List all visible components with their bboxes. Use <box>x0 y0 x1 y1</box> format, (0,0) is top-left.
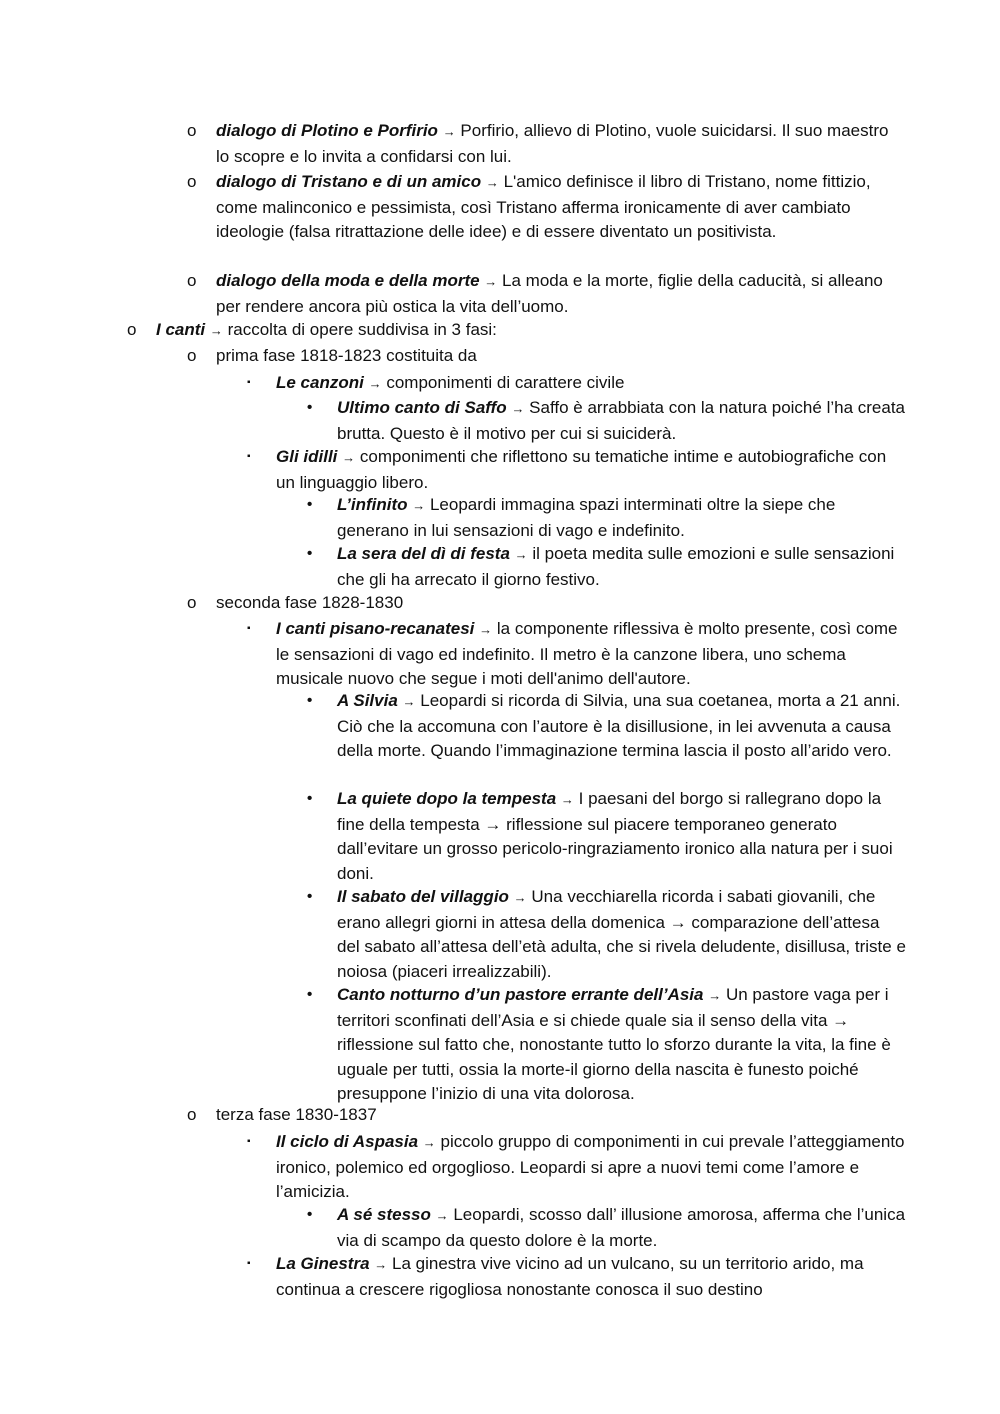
list-bullet: o <box>187 121 197 140</box>
item-text: componimenti che riflettono su tematiche intime e autobiografiche con un linguaggio libero. <box>276 447 887 492</box>
item-text: piccolo gruppo di componimenti in cui prevale l’atteggiamento ironico, polemico ed orgoglioso. Leopardi si apre a nuovi temi come l’amore e l’amicizia. <box>276 1132 905 1201</box>
item-title: Il sabato del villaggio <box>337 887 509 906</box>
list-bullet: • <box>307 1206 313 1223</box>
list-bullet: o <box>187 271 197 290</box>
item-text: L'amico definisce il libro di Tristano, nome fittizio, come malinconico e pessimista, così Tristano afferma ironicamente di aver cambiato ideologie (falsa ritrattazione delle idee) e di essere diventato un positivista. <box>216 172 871 241</box>
item-title: I canti <box>156 320 206 339</box>
item-title: Gli idilli <box>276 447 338 466</box>
item-title: Il ciclo di Aspasia <box>276 1132 419 1151</box>
list-item <box>307 493 906 543</box>
item-title: Canto notturno d’un pastore errante dell’Asia <box>337 985 704 1004</box>
list-item <box>187 119 906 169</box>
item-text: Una vecchiarella ricorda i sabati giovanili, che erano allegri giorni in attesa della domenica → comparazione dell’attesa del sabato all’attesa dell’età adulta, che si rivela deludente, disillusa, triste e noiosa (piaceri irrealizzabili). <box>337 887 906 981</box>
item-title: I canti pisano-recanatesi <box>276 619 475 638</box>
item-text: Leopardi si ricorda di Silvia, una sua coetanea, morta a 21 anni. Ciò che la accomuna con l’autore è la disillusione, in lei avvenuta a causa della morte. Quando l’immaginazione termina lascia il posto all’arido vero. <box>337 691 901 760</box>
list-bullet: ▪ <box>247 623 251 634</box>
item-title: dialogo di Tristano e di un amico <box>216 172 482 191</box>
arrow-icon: → <box>514 547 528 562</box>
item-title: Ultimo canto di Saffo <box>337 398 507 417</box>
item-text: Leopardi, scosso dall’ illusione amorosa, afferma che l’unica via di scampo da questo dolore è la morte. <box>337 1205 906 1250</box>
list-item <box>307 689 906 764</box>
list-bullet: ▪ <box>247 377 251 388</box>
arrow-icon: → <box>708 988 722 1003</box>
item-text: La ginestra vive vicino ad un vulcano, su un territorio arido, ma continua a crescere rigogliosa nonostante conosca il suo destino <box>276 1254 864 1299</box>
item-text: Un pastore vaga per i territori sconfinati dell’Asia e si chiede quale sia il senso della vita → riflessione sul fatto che, nonostante tutto lo sforzo durante la vita, la fine è uguale per tutti, ossia la morte-il giorno della nascita è funesto poiché presuppone l’inizio di una vita dolorosa. <box>337 985 891 1103</box>
item-title: dialogo di Plotino e Porfirio <box>216 121 438 140</box>
list-item <box>187 170 906 245</box>
list-bullet: o <box>187 346 197 365</box>
item-title: La quiete dopo la tempesta <box>337 789 557 808</box>
arrow-icon: → <box>374 1257 388 1272</box>
arrow-icon: → <box>511 401 525 416</box>
list-item <box>187 591 906 616</box>
arrow-icon: → <box>402 694 416 709</box>
list-bullet: o <box>127 320 137 339</box>
list-item <box>247 1130 906 1205</box>
list-bullet: ▪ <box>247 451 251 462</box>
arrow-icon: → <box>560 792 574 807</box>
list-bullet: o <box>187 593 197 612</box>
list-bullet: • <box>307 888 313 905</box>
item-text: componimenti di carattere civile <box>386 373 625 392</box>
list-item <box>307 396 906 446</box>
arrow-icon: → <box>435 1208 449 1223</box>
list-bullet: • <box>307 692 313 709</box>
list-item <box>187 344 906 369</box>
item-text: La moda e la morte, figlie della caducità, si alleano per rendere ancora più ostica la vita dell’uomo. <box>216 271 883 316</box>
item-title: Le canzoni <box>276 373 364 392</box>
arrow-icon: → <box>422 1135 436 1150</box>
list-bullet: • <box>307 399 313 416</box>
list-item <box>307 542 906 592</box>
list-bullet: o <box>187 172 197 191</box>
list-item <box>247 445 906 495</box>
arrow-icon: → <box>412 498 426 513</box>
item-text: I paesani del borgo si rallegrano dopo la fine della tempesta → riflessione sul piacere temporaneo generato dall’evitare un grosso pericolo-ringraziamento ironico alla natura per i suoi doni. <box>337 789 893 883</box>
item-text: la componente riflessiva è molto presente, così come le sensazioni di vago ed indefinito. Il metro è la canzone libera, uno schema musicale nuovo che segue i moti dell'animo dell'autore. <box>276 619 898 688</box>
item-text: seconda fase 1828-1830 <box>216 593 404 612</box>
arrow-icon: → <box>342 450 356 465</box>
item-title: A sé stesso <box>337 1205 431 1224</box>
item-text: il poeta medita sulle emozioni e sulle sensazioni che gli ha arrecato il giorno festivo. <box>337 544 895 589</box>
list-item <box>307 787 906 886</box>
list-bullet: ▪ <box>247 1258 251 1269</box>
item-text: Leopardi immagina spazi interminati oltre la siepe che generano in lui sensazioni di vago e indefinito. <box>337 495 836 540</box>
list-bullet: • <box>307 496 313 513</box>
item-title: La sera del dì di festa <box>337 544 510 563</box>
item-text: terza fase 1830-1837 <box>216 1105 377 1124</box>
list-item <box>247 1252 906 1302</box>
list-bullet: o <box>187 1105 197 1124</box>
list-item <box>307 885 906 984</box>
item-text: prima fase 1818-1823 costituita da <box>216 346 477 365</box>
arrow-icon: → <box>442 124 456 139</box>
item-title: A Silvia <box>337 691 398 710</box>
arrow-icon: → <box>209 323 223 338</box>
arrow-icon: → <box>484 274 498 289</box>
item-title: dialogo della moda e della morte <box>216 271 480 290</box>
item-title: L’infinito <box>337 495 408 514</box>
arrow-icon: → <box>513 890 527 905</box>
list-item <box>247 617 906 692</box>
item-text: raccolta di opere suddivisa in 3 fasi: <box>227 320 497 339</box>
list-bullet: • <box>307 986 313 1003</box>
arrow-icon: → <box>368 376 382 391</box>
list-item <box>127 318 906 344</box>
list-item <box>307 983 906 1107</box>
item-title: La Ginestra <box>276 1254 370 1273</box>
list-item <box>247 371 906 397</box>
item-text: Porfirio, allievo di Plotino, vuole suicidarsi. Il suo maestro lo scopre e lo invita a confidarsi con lui. <box>216 121 889 166</box>
list-bullet: • <box>307 790 313 807</box>
list-item <box>187 1103 906 1128</box>
list-bullet: ▪ <box>247 1136 251 1147</box>
list-item <box>187 269 906 319</box>
list-bullet: • <box>307 545 313 562</box>
item-text: Saffo è arrabbiata con la natura poiché l’ha creata brutta. Questo è il motivo per cui si suiciderà. <box>337 398 905 443</box>
list-item <box>307 1203 906 1253</box>
arrow-icon: → <box>479 622 493 637</box>
arrow-icon: → <box>485 175 499 190</box>
